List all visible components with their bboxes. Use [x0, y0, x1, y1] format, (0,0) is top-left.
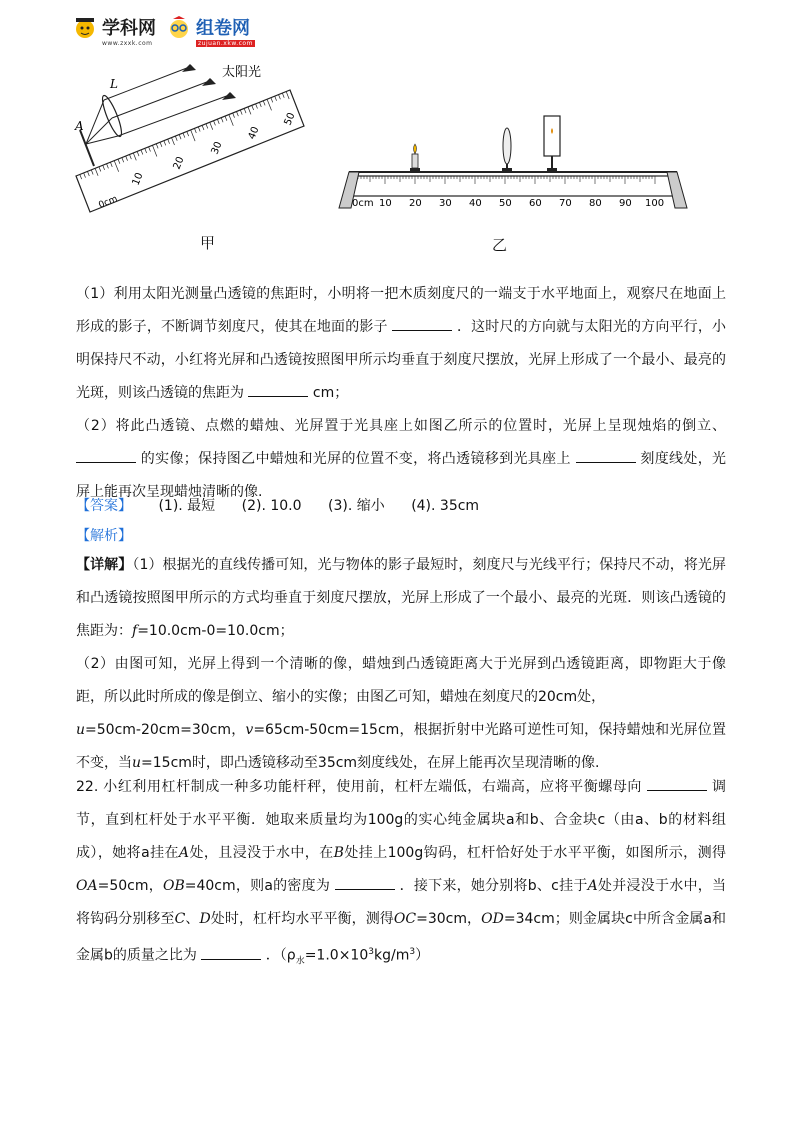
- bench-tick-100: 100: [645, 198, 665, 209]
- bench-tick-0: 0cm: [352, 198, 374, 209]
- bench-tick-70: 70: [559, 198, 572, 209]
- question-22: 22. 小红利用杠杆制成一种多功能杆秤，使用前，杠杆左端低，右端高，应将平衡螺母向 调节，直到杠杆处于水平平衡．她取来质量均为100g的实心纯金属块a和b、合金块c（由a、b的材料组成），她将a挂在A处，且浸没于水中，在B处挂上100g钩码，杠杆恰好处于水平平衡，如图所示，测得 OA=50cm，OB=40cm，则a的密度为 ．接下来，她分别将b、c挂于A处并浸没于水中，当将钩码分别移至C、D处时，杠杆均水平平衡，测得OC=30cm，OD=34cm；则金属块c中所含金属a和金属b的质量之比为 ．$(\rho_水=1.0\times 10^3kg/m^3)$: [76, 779, 727, 967]
- ruler-tick-20: 20: [171, 155, 187, 172]
- point-label: A: [75, 119, 84, 133]
- ruler-jia: [76, 90, 304, 212]
- ruler-tick-0: 0cm: [97, 194, 120, 211]
- lens-yi: [502, 128, 512, 172]
- blank-3: [76, 450, 136, 463]
- ruler-tick-10: 10: [130, 171, 146, 188]
- mascot2-icon: [166, 15, 192, 45]
- header-logos: [72, 10, 255, 50]
- answer-1: (1). 最短: [158, 498, 216, 514]
- bench-tick-20: 20: [409, 198, 422, 209]
- figure-yi-label: 乙: [492, 236, 508, 254]
- screen-yi: [544, 116, 560, 172]
- bench-tick-40: 40: [469, 198, 482, 209]
- question-part-1: （1）利用太阳光测量凸透镜的焦距时，小明将一把木质刻度尺的一端支于水平地面上，观察尺在地面上形成的影子，不断调节刻度尺，使其在地面的影子 ．这时尺的方向就与太阳光的方向平行，小明保持尺不动，小红将光屏和凸透镜按照图甲所示均垂直于刻度尺摆放，光屏上形成了一个最小、最亮的光斑，则该凸透镜的焦距为 cm；: [76, 286, 727, 401]
- figure-yi: [335, 110, 690, 220]
- ruler-tick-50: 50: [282, 111, 298, 128]
- answer-tag: 【答案】: [76, 498, 132, 514]
- bench-tick-80: 80: [589, 198, 602, 209]
- answer-2: (2). 10.0: [241, 498, 302, 514]
- bench-tick-60: 60: [529, 198, 542, 209]
- ruler-tick-30: 30: [209, 140, 225, 157]
- mascot-icon: [72, 15, 98, 45]
- lens-l: [99, 94, 125, 139]
- blank-7: [201, 947, 261, 960]
- logo-zujuan: 组卷网 zujuan.xkw.com: [166, 14, 255, 47]
- ruler-tick-40: 40: [246, 125, 262, 142]
- detail-tag: 【详解】: [76, 557, 133, 573]
- figure-jia: [72, 58, 312, 223]
- blank-6: [335, 877, 395, 890]
- candle: [410, 144, 420, 172]
- bench-tick-10: 10: [379, 198, 392, 209]
- bench-tick-50: 50: [499, 198, 512, 209]
- blank-4: [576, 450, 636, 463]
- lens-label: L: [110, 77, 118, 91]
- logo-zxxk: 学科网 www.zxxk.com: [72, 14, 156, 47]
- bench-tick-30: 30: [439, 198, 452, 209]
- blank-5: [647, 778, 707, 791]
- sun-label: 太阳光: [222, 65, 262, 80]
- answer-3: (3). 缩小: [328, 498, 385, 514]
- detail-explanation: 【详解】（1）根据光的直线传播可知，光与物体的影子最短时，刻度尺与光线平行；保持尺不动，将光屏和凸透镜按照图甲所示的方式均垂直于刻度尺摆放，光屏上形成了一个最小、最亮的光斑．则该凸透镜的焦距为：f=10.0cm-0=10.0cm； （2）由图可知，光屏上得到一个清晰的像，蜡烛到凸透镜距离大于光屏到凸透镜距离，即物距大于像距，所以此时所成的像是倒立、缩小的实像；由图乙可知，蜡烛在刻度尺的20cm处， u=50cm-20cm=30cm，v=65cm-50cm=15cm，根据折射中光路可逆性可知，保持蜡烛和光屏位置不变，当u=15cm时，即凸透镜移动至35cm刻度线处，在屏上能再次呈现清晰的像.: [76, 557, 727, 771]
- analysis-tag: 【解析】: [76, 528, 132, 544]
- screen-a: [80, 130, 94, 166]
- question-part-2: （2）将此凸透镜、点燃的蜡烛、光屏置于光具座上如图乙所示的位置时，光屏上呈现烛焰的倒立、 的实像；保持图乙中蜡烛和光屏的位置不变，将凸透镜移到光具座上 刻度线处，光屏上能再次呈现蜡烛清晰的像.: [76, 418, 727, 500]
- answer-line: [76, 490, 726, 523]
- blank-1: [392, 318, 452, 331]
- blank-2: [248, 384, 308, 397]
- figure-jia-label: 甲: [200, 234, 216, 252]
- answer-4: (4). 35cm: [411, 498, 480, 514]
- bench-tick-90: 90: [619, 198, 632, 209]
